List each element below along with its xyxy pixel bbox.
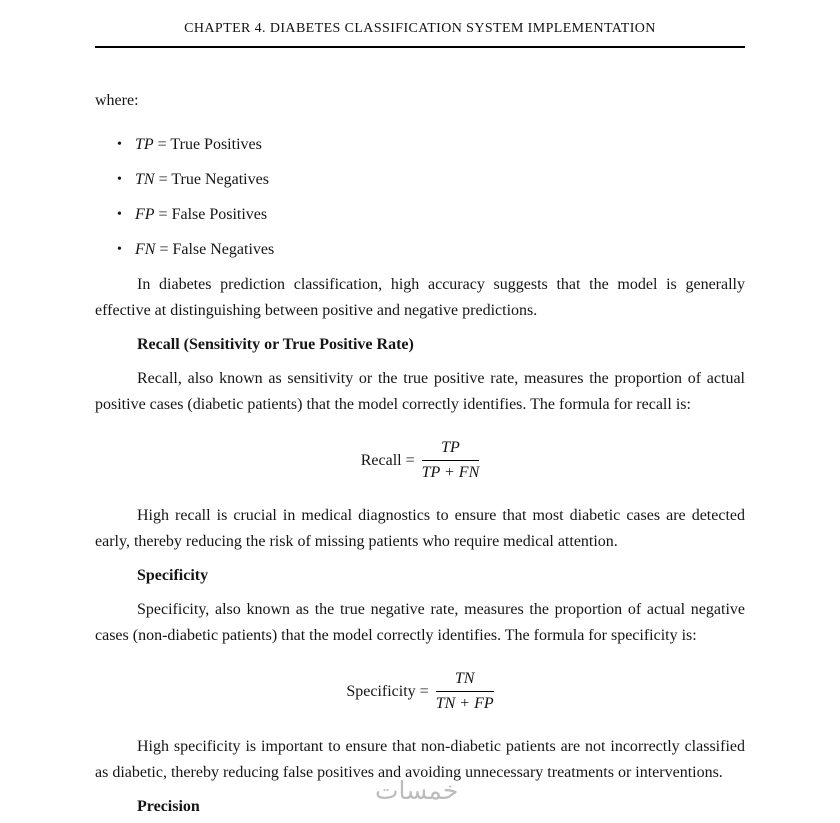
math-var: TP <box>135 136 154 153</box>
list-item-text: = False Positives <box>154 206 268 223</box>
math-var: TN <box>135 171 155 188</box>
watermark: خمسات <box>374 776 459 805</box>
list-item-text: = False Negatives <box>155 241 275 258</box>
formula-lhs: Specificity = <box>346 682 429 700</box>
heading-specificity: Specificity <box>137 567 209 584</box>
fraction-numerator: TP <box>422 439 480 461</box>
list-item-text: = True Negatives <box>154 171 269 188</box>
chapter-header: CHAPTER 4. DIABETES CLASSIFICATION SYSTEM IMPLEMENTATION <box>184 21 656 36</box>
paragraph-recall-outro: High recall is crucial in medical diagnostics to ensure that most diabetic cases are detected early, thereby reducing the risk of missing patients who require medical attention. <box>95 507 745 550</box>
document-body <box>95 88 745 820</box>
paragraph-accuracy: In diabetes prediction classification, high accuracy suggests that the model is generally effective at distinguishing between positive and negative predictions. <box>95 276 745 319</box>
math-var: FN <box>135 241 156 258</box>
formula-lhs: Recall = <box>360 451 415 469</box>
fraction <box>422 439 480 482</box>
list-item-text: = True Positives <box>153 136 262 153</box>
where-label: where: <box>95 92 139 109</box>
formula-recall <box>95 439 745 482</box>
fraction-denominator: TN + FP <box>435 695 494 712</box>
fraction-denominator: TP + FN <box>421 464 480 481</box>
heading-precision: Precision <box>137 798 200 815</box>
header-rule <box>95 46 745 48</box>
list-item <box>117 167 745 193</box>
fraction <box>436 670 494 713</box>
definitions-list <box>117 132 745 263</box>
bullet-icon: • <box>117 137 122 152</box>
paragraph-specificity-outro: High specificity is important to ensure that non-diabetic patients are not incorrectly classified as diabetic, thereby reducing false positives and avoiding unnecessary treatments or interventions. <box>95 738 745 781</box>
bullet-icon: • <box>117 242 122 257</box>
list-item <box>117 132 745 158</box>
heading-recall: Recall (Sensitivity or True Positive Rate) <box>137 336 414 353</box>
bullet-icon: • <box>117 207 122 222</box>
math-var: FP <box>135 206 155 223</box>
paragraph-specificity-intro: Specificity, also known as the true negative rate, measures the proportion of actual negative cases (non-diabetic patients) that the model correctly identifies. The formula for specificity is: <box>95 601 745 644</box>
formula-specificity <box>95 670 745 713</box>
fraction-numerator: TN <box>436 670 494 692</box>
list-item <box>117 202 745 228</box>
list-item <box>117 237 745 263</box>
paragraph-recall-intro: Recall, also known as sensitivity or the true positive rate, measures the proportion of actual positive cases (diabetic patients) that the model correctly identifies. The formula for recall is: <box>95 370 745 413</box>
bullet-icon: • <box>117 172 122 187</box>
